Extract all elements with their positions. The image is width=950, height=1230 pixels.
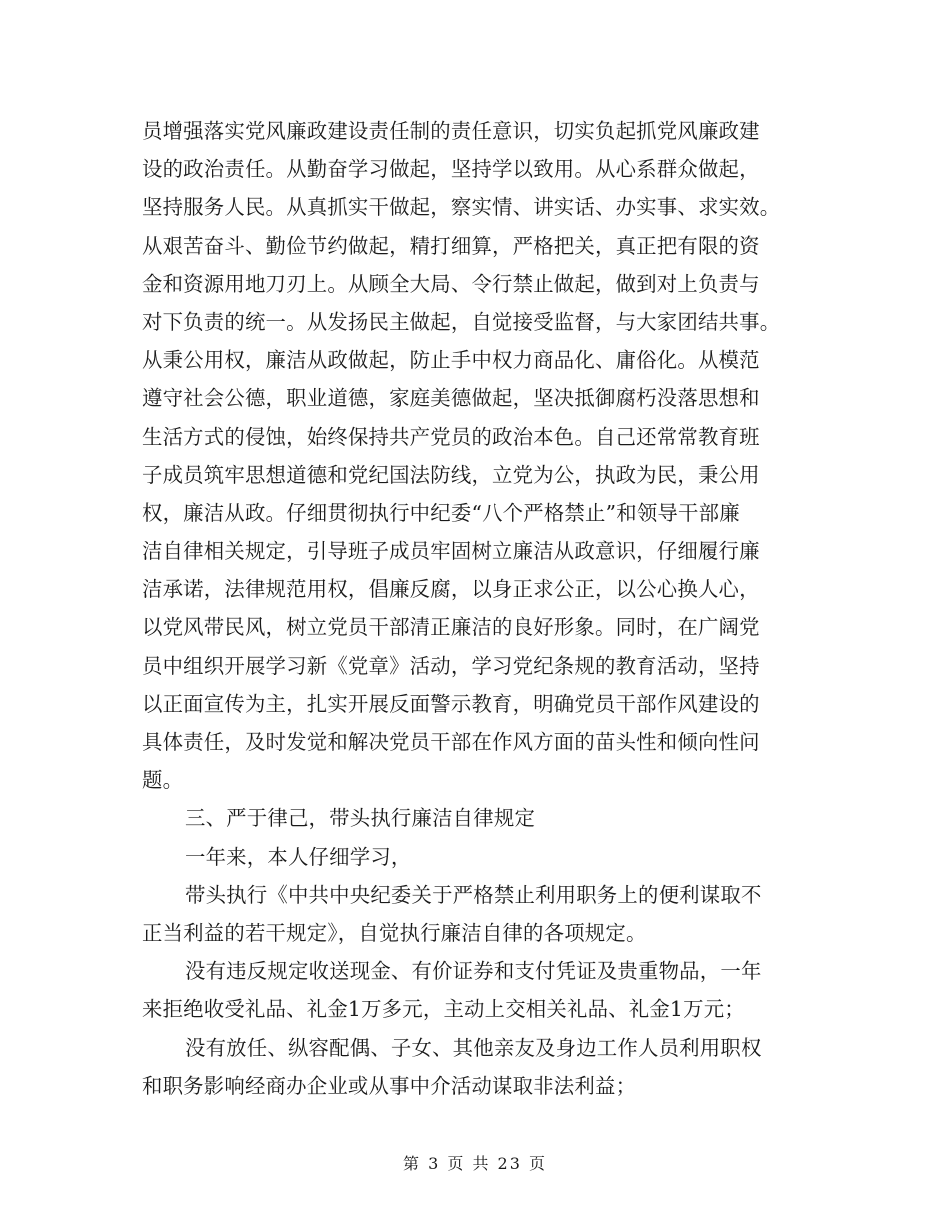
text-line: 来拒绝收受礼品、礼金1万多元，主动上交相关礼品、礼金1万元； bbox=[142, 997, 745, 1022]
section-heading: 三、严于律己，带头执行廉洁自律规定 bbox=[185, 806, 536, 831]
text-line: 对下负责的统一。从发扬民主做起，自觉接受监督，与大家团结共事。 bbox=[142, 309, 781, 334]
text-line: 坚持服务人民。从真抓实干做起，察实情、讲实话、办实事、求实效。 bbox=[142, 195, 781, 220]
text-line: 正当利益的若干规定》，自觉执行廉洁自律的各项规定。 bbox=[142, 920, 647, 945]
total-page-count: 23 bbox=[497, 1154, 522, 1173]
text-line: 以党风带民风，树立党员干部清正廉洁的良好形象。同时，在广阔党 bbox=[142, 615, 760, 640]
footer-prefix: 第 bbox=[402, 1154, 421, 1173]
text-line: 设的政治责任。从勤奋学习做起，坚持学以致用。从心系群众做起， bbox=[142, 157, 760, 182]
text-line: 具体责任，及时发觉和解决党员干部在作风方面的苗头性和倾向性问 bbox=[142, 730, 760, 754]
text-line: 子成员筑牢思想道德和党纪国法防线，立党为公，执政为民，秉公用 bbox=[142, 462, 760, 487]
text-line: 一年来，本人仔细学习， bbox=[185, 844, 412, 869]
text-line: 没有违反规定收送现金、有价证券和支付凭证及贵重物品，一年 bbox=[185, 959, 762, 984]
page-footer bbox=[0, 1152, 950, 1176]
current-page-number: 3 bbox=[428, 1154, 441, 1173]
text-line: 遵守社会公德，职业道德，家庭美德做起，坚决抵御腐朽没落思想和 bbox=[142, 386, 760, 411]
text-line: 没有放任、纵容配偶、子女、其他亲友及身边工作人员利用职权 bbox=[185, 1035, 762, 1060]
text-line: 洁自律相关规定，引导班子成员牢固树立廉洁从政意识，仔细履行廉 bbox=[142, 539, 760, 564]
text-line: 以正面宣传为主，扎实开展反面警示教育，明确党员干部作风建设的 bbox=[142, 691, 760, 716]
text-line: 从秉公用权，廉洁从政做起，防止手中权力商品化、庸俗化。从模范 bbox=[142, 348, 760, 373]
text-line: 金和资源用地刀刃上。从顾全大局、令行禁止做起，做到对上负责与 bbox=[142, 271, 760, 296]
document-body bbox=[142, 112, 810, 1105]
text-line: 题。 bbox=[142, 768, 184, 793]
text-line: 带头执行《中共中央纪委关于严格禁止利用职务上的便利谋取不 bbox=[185, 882, 762, 907]
text-line: 生活方式的侵蚀，始终保持共产党员的政治本色。自己还常常教育班 bbox=[142, 424, 760, 449]
text-line: 权，廉洁从政。仔细贯彻执行中纪委“八个严格禁止”和领导干部廉 bbox=[142, 500, 740, 525]
footer-middle: 页 共 bbox=[447, 1154, 491, 1173]
text-line: 员中组织开展学习新《党章》活动，学习党纪条规的教育活动，坚持 bbox=[142, 653, 760, 678]
text-line: 从艰苦奋斗、勤俭节约做起，精打细算，严格把关，真正把有限的资 bbox=[142, 233, 760, 258]
text-line: 员增强落实党风廉政建设责任制的责任意识，切实负起抓党风廉政建 bbox=[142, 119, 760, 143]
text-line: 洁承诺，法律规范用权，倡廉反腐，以身正求公正，以公心换人心， bbox=[142, 577, 760, 602]
footer-suffix: 页 bbox=[529, 1154, 548, 1173]
text-line: 和职务影响经商办企业或从事中介活动谋取非法利益； bbox=[142, 1073, 637, 1098]
